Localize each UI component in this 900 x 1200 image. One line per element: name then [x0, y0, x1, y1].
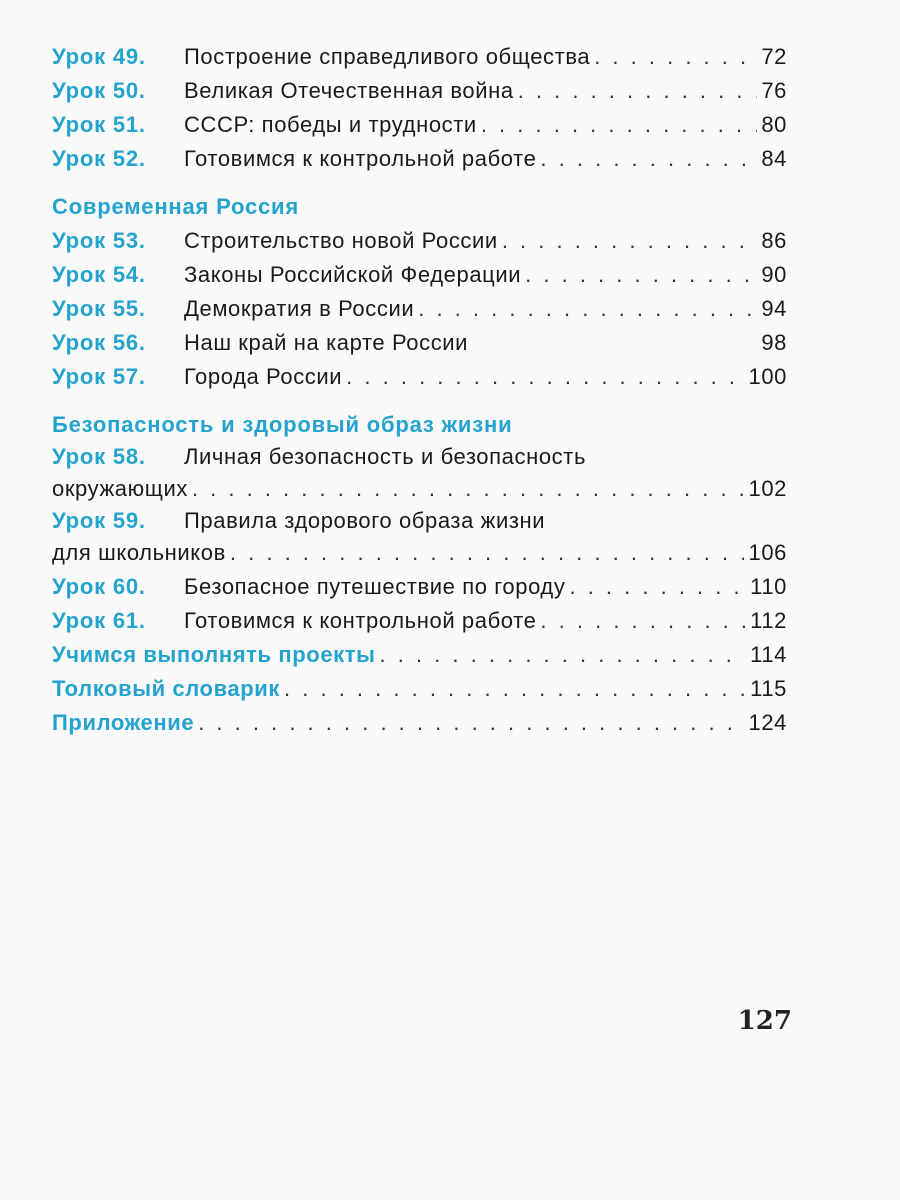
lesson-number: Урок 61. — [52, 608, 146, 633]
lesson-number: Урок 60. — [52, 574, 146, 599]
toc-entry-52 — [52, 142, 787, 176]
lesson-number: Урок 51. — [52, 112, 146, 137]
page-ref: 112 — [750, 608, 787, 633]
toc-entry-60 — [52, 570, 787, 604]
leader-dots — [230, 536, 745, 570]
leader-dots — [540, 142, 757, 176]
toc-entry-54 — [52, 258, 787, 292]
page-ref: 124 — [748, 710, 787, 735]
lesson-title: Правила здорового образа жизни — [184, 508, 546, 533]
special-title: Учимся выполнять проекты — [52, 642, 376, 667]
leader-dots — [502, 224, 758, 258]
toc-entry-58 — [52, 442, 787, 506]
page-ref: 90 — [761, 262, 787, 287]
leader-dots — [192, 472, 745, 506]
lesson-title: Готовимся к контрольной работе — [184, 146, 537, 171]
lesson-title-continued: для школьников — [52, 540, 226, 565]
leader-dots — [540, 604, 746, 638]
lesson-number: Урок 57. — [52, 364, 146, 389]
lesson-title: Безопасное путешествие по городу — [184, 574, 566, 599]
leader-dots — [198, 706, 744, 740]
lesson-number: Урок 56. — [52, 330, 146, 355]
toc-entry-56 — [52, 326, 787, 360]
lesson-title-continued: окружающих — [52, 476, 188, 501]
page-ref: 94 — [761, 296, 787, 321]
page-ref: 86 — [761, 228, 787, 253]
lesson-title: Законы Российской Федерации — [184, 262, 522, 287]
lesson-title: Города России — [184, 364, 343, 389]
page-number: 127 — [737, 1006, 792, 1036]
special-title: Приложение — [52, 710, 195, 735]
page-ref: 110 — [750, 574, 787, 599]
leader-dots — [525, 258, 757, 292]
lesson-title: Построение справедливого общества — [184, 44, 591, 69]
lesson-number: Урок 50. — [52, 78, 146, 103]
table-of-contents — [52, 40, 787, 740]
toc-entry-projects — [52, 638, 787, 672]
page-ref: 98 — [761, 330, 787, 355]
lesson-number: Урок 53. — [52, 228, 146, 253]
toc-entry-53 — [52, 224, 787, 258]
leader-dots — [284, 672, 746, 706]
lesson-title: СССР: победы и трудности — [184, 112, 477, 137]
leader-dots — [518, 74, 758, 108]
lesson-title: Великая Отечественная война — [184, 78, 514, 103]
page-ref: 102 — [748, 476, 787, 501]
leader-dots — [569, 570, 746, 604]
lesson-number: Урок 52. — [52, 146, 146, 171]
page-ref: 100 — [748, 364, 787, 389]
toc-entry-57 — [52, 360, 787, 394]
toc-entry-49 — [52, 40, 787, 74]
leader-dots — [481, 108, 758, 142]
special-title: Толковый словарик — [52, 676, 281, 701]
leader-dots — [594, 40, 757, 74]
lesson-number: Урок 55. — [52, 296, 146, 321]
toc-entry-dictionary — [52, 672, 787, 706]
lesson-number: Урок 58. — [52, 444, 146, 469]
toc-entry-59 — [52, 506, 787, 570]
section-heading-modern-russia: Современная Россия — [52, 194, 300, 219]
leader-dots — [346, 360, 744, 394]
lesson-title: Строительство новой России — [184, 228, 498, 253]
toc-entry-55 — [52, 292, 787, 326]
toc-entry-61 — [52, 604, 787, 638]
lesson-number: Урок 54. — [52, 262, 146, 287]
page-ref: 72 — [761, 44, 787, 69]
leader-dots — [418, 292, 757, 326]
lesson-title: Готовимся к контрольной работе — [184, 608, 537, 633]
page-ref: 106 — [748, 540, 787, 565]
lesson-title: Личная безопасность и безопасность — [184, 444, 587, 469]
section-heading-safety: Безопасность и здоровый образ жизни — [52, 412, 513, 437]
lesson-title: Наш край на карте России — [184, 330, 469, 355]
toc-entry-50 — [52, 74, 787, 108]
page-ref: 76 — [761, 78, 787, 103]
page-ref: 84 — [761, 146, 787, 171]
toc-entry-appendix — [52, 706, 787, 740]
lesson-number: Урок 49. — [52, 44, 146, 69]
lesson-title: Демократия в России — [184, 296, 415, 321]
lesson-number: Урок 59. — [52, 508, 146, 533]
toc-entry-51 — [52, 108, 787, 142]
page-ref: 115 — [750, 676, 787, 701]
page-ref: 114 — [750, 642, 787, 667]
page-ref: 80 — [761, 112, 787, 137]
leader-dots — [380, 638, 747, 672]
